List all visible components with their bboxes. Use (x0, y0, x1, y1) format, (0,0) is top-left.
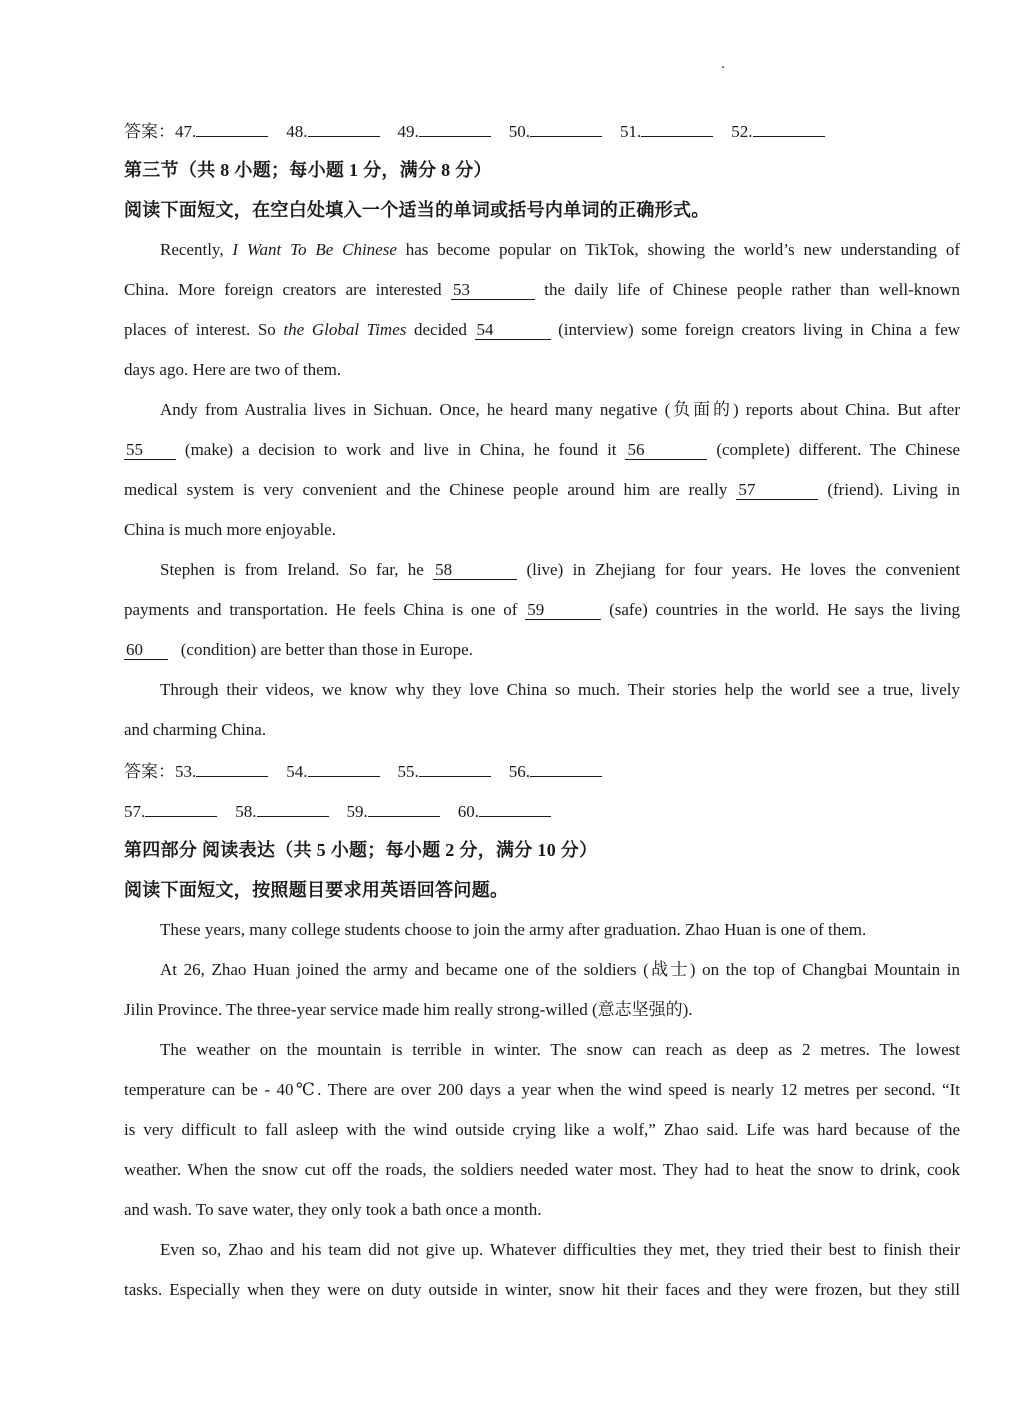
passage-line: is very difficult to fall asleep with the wind outside crying like a wolf,” Zhao said. Life was hard because of the (124, 1120, 960, 1139)
answer-label: 49. (397, 122, 419, 141)
passage-line (124, 320, 960, 340)
text: (complete) different. The Chinese (716, 440, 961, 459)
passage-line: Even so, Zhao and his team did not give up. Whatever difficulties they met, they tried their best to finish their (160, 1240, 960, 1259)
section3-instruction: 阅读下面短文，在空白处填入一个适当的单词或括号内单词的正确形式。 (124, 200, 710, 220)
section3-heading: 第三节（共 8 小题；每小题 1 分，满分 8 分） (124, 160, 492, 180)
answer-blank[interactable] (753, 120, 825, 137)
text: Recently, (160, 240, 233, 259)
passage-line: The weather on the mountain is terrible in winter. The snow can reach as deep as 2 metres. The lowest (160, 1040, 960, 1059)
text: places of interest. So (124, 320, 284, 339)
answer-blank[interactable] (530, 760, 602, 777)
answer-prefix: 答案： (124, 122, 175, 141)
text: has become popular on TikTok, showing the world’s new understanding of (396, 240, 960, 259)
answer-row-47-52 (124, 120, 960, 142)
passage-line (160, 240, 960, 260)
passage-line: days ago. Here are two of them. (124, 360, 342, 379)
gap-53[interactable]: 53 (451, 281, 535, 300)
passage-line (124, 440, 960, 460)
answer-prefix: 答案： (124, 762, 175, 781)
gap-54[interactable]: 54 (475, 321, 551, 340)
passage-line (124, 640, 960, 660)
text: the daily life of Chinese people rather than well-known (544, 280, 961, 299)
passage-line: tasks. Especially when they were on duty outside in winter, snow hit their faces and they were frozen, but they still (124, 1280, 960, 1299)
answer-label: 56. (508, 762, 530, 781)
passage-line: Andy from Australia lives in Sichuan. Once, he heard many negative (负面的) reports about China. But after (160, 400, 960, 419)
speck (722, 66, 724, 68)
text: (safe) countries in the world. He says the living (609, 600, 960, 619)
text: decided (406, 320, 467, 339)
text: (interview) some foreign creators living in China a few (558, 320, 961, 339)
answer-blank[interactable] (368, 800, 440, 817)
answer-label: 48. (286, 122, 308, 141)
answer-blank[interactable] (479, 800, 551, 817)
passage-line (124, 600, 960, 620)
answer-row-53-56 (124, 760, 960, 782)
video-title: I Want To Be Chinese (232, 240, 397, 259)
answer-blank[interactable] (419, 760, 491, 777)
passage-line: Jilin Province. The three-year service made him really strong-willed (意志坚强的). (124, 1000, 693, 1019)
answer-blank[interactable] (257, 800, 329, 817)
section4-heading: 第四部分 阅读表达（共 5 小题；每小题 2 分，满分 10 分） (124, 840, 598, 860)
answer-blank[interactable] (196, 120, 268, 137)
answer-label: 60. (457, 802, 479, 821)
answer-label: 47. (175, 122, 197, 141)
answer-label: 53. (175, 762, 197, 781)
passage-line (124, 280, 960, 300)
answer-blank[interactable] (145, 800, 217, 817)
answer-label: 55. (397, 762, 419, 781)
passage-line: China is much more enjoyable. (124, 520, 336, 539)
gap-57[interactable]: 57 (736, 481, 818, 500)
passage-line: At 26, Zhao Huan joined the army and became one of the soldiers (战士) on the top of Changbai Mountain in (160, 960, 960, 979)
answer-blank[interactable] (196, 760, 268, 777)
answer-label: 52. (731, 122, 753, 141)
passage-line: weather. When the snow cut off the roads, the soldiers needed water most. They had to heat the snow to drink, cook (124, 1160, 960, 1179)
text: China. More foreign creators are interested (124, 280, 442, 299)
answer-label: 58. (235, 802, 257, 821)
text: (friend). Living in (827, 480, 961, 499)
text: (make) a decision to work and live in China, he found it (184, 440, 617, 459)
passage-line: Through their videos, we know why they love China so much. Their stories help the world see a true, lively (160, 680, 960, 699)
passage-line (124, 480, 960, 500)
answer-blank[interactable] (308, 760, 380, 777)
text: (live) in Zhejiang for four years. He loves the convenient (526, 560, 961, 579)
answer-blank[interactable] (419, 120, 491, 137)
answer-row-57-60 (124, 800, 960, 822)
gap-58[interactable]: 58 (433, 561, 517, 580)
answer-label: 59. (346, 802, 368, 821)
passage-line: These years, many college students choose to join the army after graduation. Zhao Huan is one of them. (160, 920, 867, 939)
section4-instruction: 阅读下面短文，按照题目要求用英语回答问题。 (124, 880, 509, 900)
gap-55[interactable]: 55 (124, 441, 176, 460)
answer-blank[interactable] (530, 120, 602, 137)
text: medical system is very convenient and the Chinese people around him are really (124, 480, 728, 499)
passage-line: and wash. To save water, they only took a bath once a month. (124, 1200, 542, 1219)
answer-label: 54. (286, 762, 308, 781)
newspaper-title: the Global Times (283, 320, 407, 339)
text: Stephen is from Ireland. So far, he (160, 560, 424, 579)
text: payments and transportation. He feels China is one of (124, 600, 518, 619)
gap-56[interactable]: 56 (625, 441, 707, 460)
answer-label: 50. (508, 122, 530, 141)
answer-blank[interactable] (641, 120, 713, 137)
passage-line: temperature can be - 40℃. There are over 200 days a year when the wind speed is nearly 12 metres per second. “It (124, 1080, 960, 1099)
text: (condition) are better than those in Europe. (180, 640, 473, 659)
answer-blank[interactable] (308, 120, 380, 137)
answer-label: 51. (620, 122, 642, 141)
answer-label: 57. (124, 802, 146, 821)
gap-60[interactable]: 60 (124, 641, 168, 660)
passage-line (160, 560, 960, 580)
passage-line: and charming China. (124, 720, 267, 739)
gap-59[interactable]: 59 (525, 601, 601, 620)
